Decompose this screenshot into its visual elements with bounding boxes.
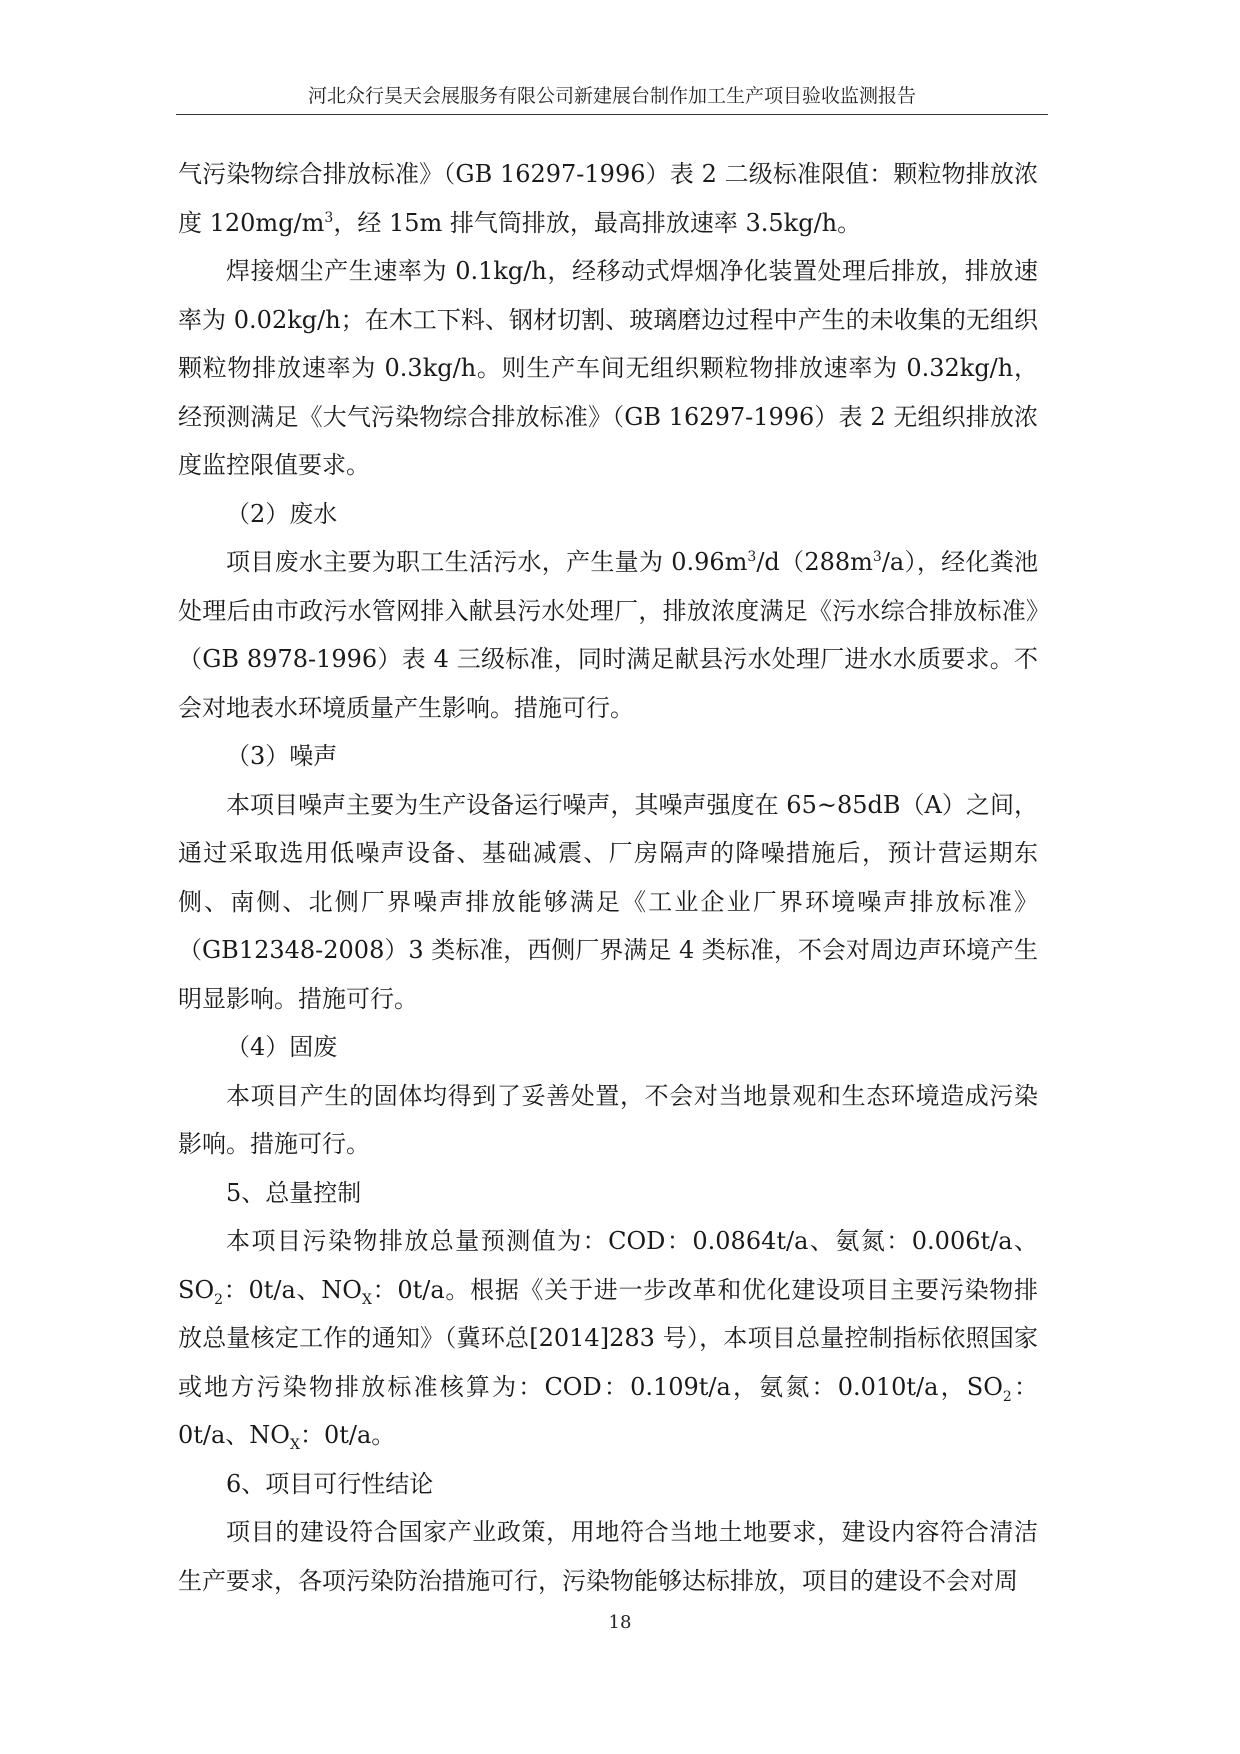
page-number: 18: [608, 1612, 632, 1633]
paragraph-total-control: [178, 1217, 1038, 1460]
running-header: 河北众行昊天会展服务有限公司新建展台制作加工生产项目验收监测报告: [307, 85, 916, 107]
text-run: ：0t/a。根据《关于进一步改革和优化建设项目主要污染物排放总量核定工作的通知》（冀环总[2014]283 号），本项目总量控制指标依照国家或地方污染物排放标准核算为：COD：0.109t/a，氨氮：0.010t/a，SO: [178, 1275, 1039, 1401]
text-run: ：0t/a、NO: [178, 1372, 1039, 1449]
text-run: ：0t/a、NO: [223, 1275, 362, 1304]
paragraph-feasibility-conclusion: 项目的建设符合国家产业政策，用地符合当地土地要求，建设内容符合清洁生产要求，各项污染防治措施可行，污染物能够达标排放，项目的建设不会对周: [178, 1518, 1038, 1595]
text-run: /d（288m: [756, 548, 873, 576]
text-run: 气污染物综合排放标准》（GB 16297-1996）表 2 二级标准限值：颗粒物排放浓度 120mg/m: [178, 160, 1038, 237]
heading-noise: （3）噪声: [226, 742, 338, 770]
subscript: 2: [1002, 1388, 1012, 1405]
header-rule: [176, 114, 1048, 115]
superscript: 3: [747, 549, 757, 565]
subscript: X: [361, 1291, 372, 1308]
text-run: ，经 15m 排气筒排放，最高排放速率 3.5kg/h。: [333, 208, 862, 237]
paragraph-solid-waste: 本项目产生的固体均得到了妥善处置，不会对当地景观和生态环境造成污染影响。措施可行。: [178, 1081, 1038, 1158]
heading-wastewater: （2）废水: [226, 499, 338, 528]
subscript: 2: [214, 1291, 224, 1308]
body-text: [178, 150, 1038, 1605]
paragraph-welding-fume: 焊接烟尘产生速率为 0.1kg/h，经移动式焊烟净化装置处理后排放，排放速率为 0.02kg/h；在木工下料、钢材切割、玻璃磨边过程中产生的未收集的无组织颗粒物排放速率为 0.3kg/h。则生产车间无组织颗粒物排放速率为 0.32kg/h，经预测满足《大气污染物综合排放标准》（GB 16297-1996）表 2 无组织排放浓度监控限值要求。: [178, 257, 1038, 479]
paragraph-wastewater: [178, 538, 1038, 732]
heading-feasibility-conclusion: 6、项目可行性结论: [226, 1469, 434, 1498]
paragraph-air-continued: [178, 150, 1038, 247]
heading-solid-waste: （4）固废: [226, 1033, 338, 1061]
heading-total-control: 5、总量控制: [226, 1178, 362, 1207]
superscript: 3: [324, 209, 334, 226]
text-run: /a），经化粪池处理后由市政污水管网排入献县污水处理厂，排放浓度满足《污水综合排放标准》（GB 8978-1996）表 4 三级标准，同时满足献县污水处理厂进水水质要求。不会对地表水环境质量产生影响。措施可行。: [178, 548, 1038, 722]
superscript: 3: [872, 549, 882, 565]
text-run: 本项目污染物排放总量预测值为：COD：0.0864t/a、氨氮：0.006t/a、SO: [178, 1227, 1038, 1304]
text-run: ：0t/a。: [299, 1421, 396, 1449]
subscript: X: [289, 1436, 300, 1453]
text-run: 项目废水主要为职工生活污水，产生量为 0.96m: [226, 548, 748, 576]
paragraph-noise: 本项目噪声主要为生产设备运行噪声，其噪声强度在 65~85dB（A）之间，通过采取选用低噪声设备、基础减震、厂房隔声的降噪措施后，预计营运期东侧、南侧、北侧厂界噪声排放能够满足《工业企业厂界环境噪声排放标准》（GB12348-2008）3 类标准，西侧厂界满足 4 类标准，不会对周边声环境产生明显影响。措施可行。: [178, 790, 1038, 1013]
